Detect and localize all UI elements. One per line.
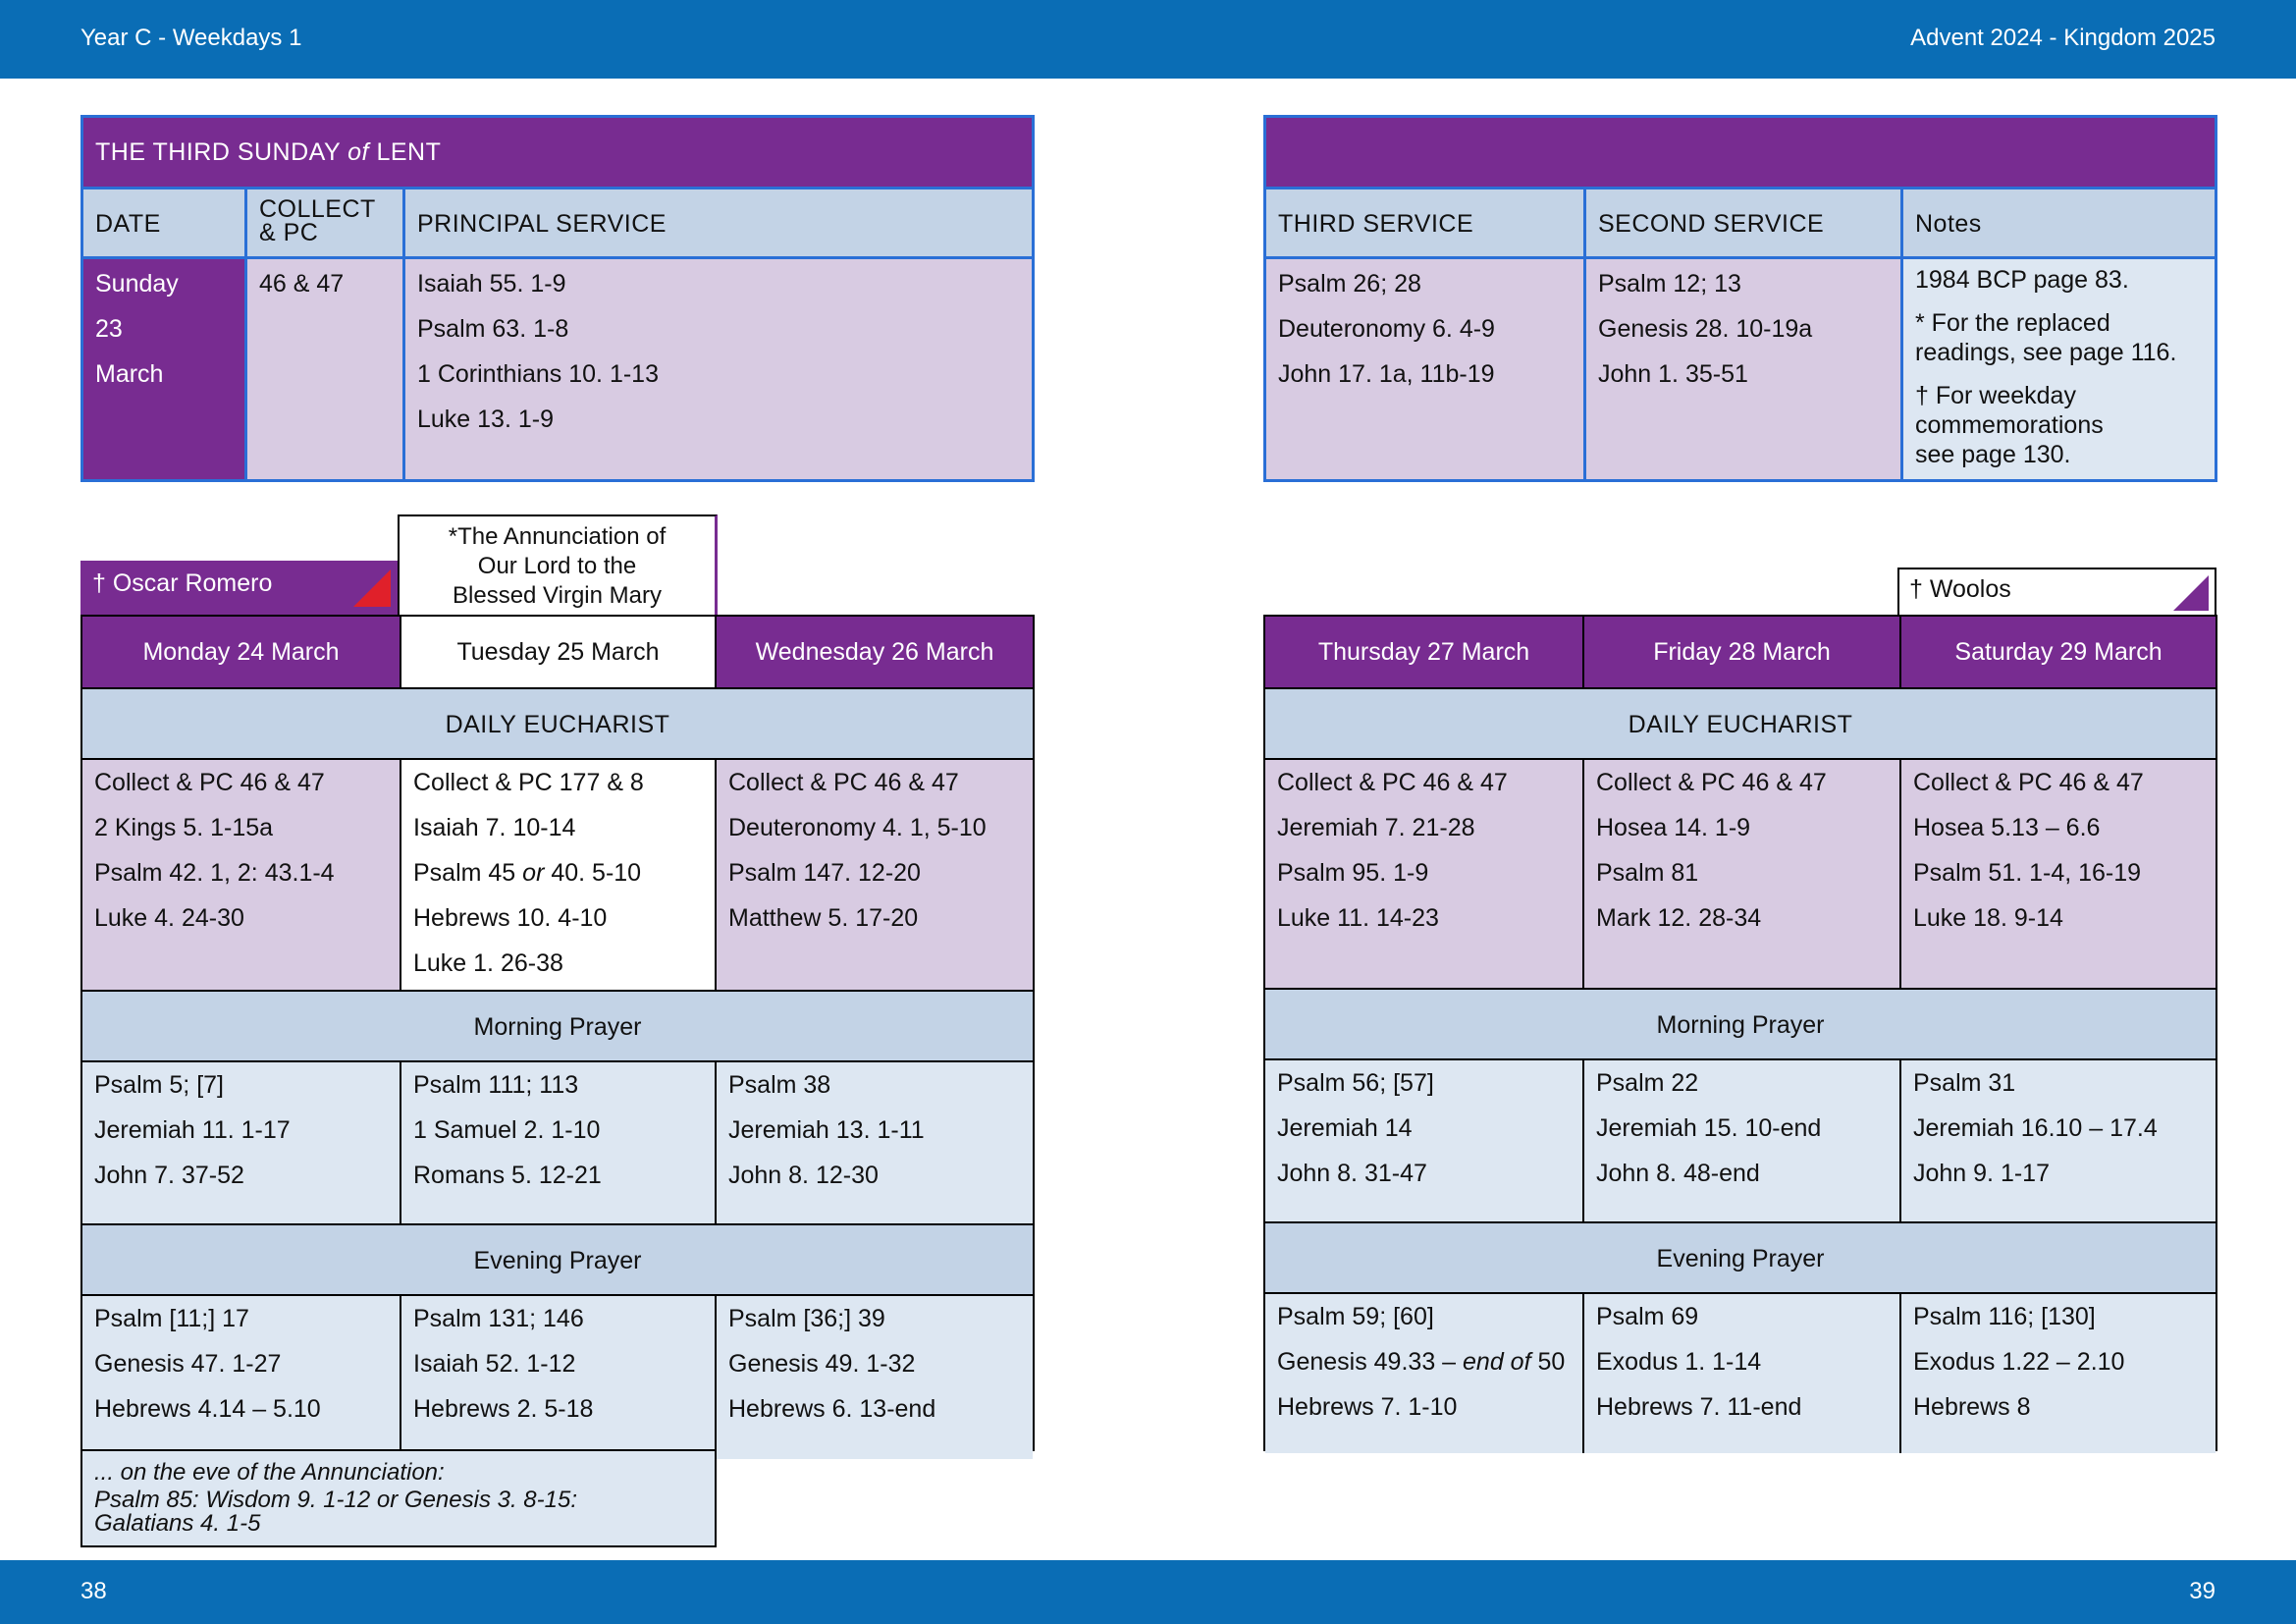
header-notes: Notes [1900, 187, 2215, 256]
day-header-wednesday: Wednesday 26 March [717, 617, 1033, 687]
evening-wednesday: Psalm [36;] 39 Genesis 49. 1-32 Hebrews 6. 13-end [717, 1294, 1033, 1459]
sunday-title-bar-right [1266, 118, 2215, 187]
morning-friday: Psalm 22 Jeremiah 15. 10-end John 8. 48-end [1582, 1058, 1899, 1221]
header-left: Year C - Weekdays 1 [80, 25, 302, 51]
annunciation-tag: *The Annunciation of Our Lord to the Blessed Virgin Mary [398, 514, 718, 617]
woolos-tag: † Woolos [1897, 568, 2216, 615]
header-third-service: THIRD SERVICE [1266, 187, 1583, 256]
morning-wednesday: Psalm 38 Jeremiah 13. 1-11 John 8. 12-30 [717, 1060, 1033, 1223]
section-daily-eucharist-right: DAILY EUCHARIST [1265, 687, 2216, 758]
header-principal: PRINCIPAL SERVICE [402, 187, 1032, 256]
sunday-title: THE THIRD SUNDAY of LENT [83, 118, 1032, 187]
morning-tuesday: Psalm 111; 113 1 Samuel 2. 1-10 Romans 5. 12-21 [400, 1060, 717, 1223]
day-header-friday: Friday 28 March [1582, 617, 1899, 687]
page-number-right: 39 [2189, 1578, 2216, 1604]
page-number-left: 38 [80, 1578, 107, 1604]
header-second-service: SECOND SERVICE [1583, 187, 1900, 256]
day-header-tuesday: Tuesday 25 March [400, 617, 717, 687]
day-header-saturday: Saturday 29 March [1899, 617, 2216, 687]
sunday-collect: 46 & 47 [244, 256, 402, 479]
eucharist-wednesday: Collect & PC 46 & 47 Deuteronomy 4. 1, 5-10 Psalm 147. 12-20 Matthew 5. 17-20 [717, 758, 1033, 990]
evening-thursday: Psalm 59; [60] Genesis 49.33 – end of 50 Hebrews 7. 1-10 [1265, 1292, 1582, 1455]
morning-monday: Psalm 5; [7] Jeremiah 11. 1-17 John 7. 37-52 [82, 1060, 400, 1223]
eucharist-thursday: Collect & PC 46 & 47 Jeremiah 7. 21-28 Psalm 95. 1-9 Luke 11. 14-23 [1265, 758, 1582, 988]
sunday-table-left [80, 115, 1035, 482]
section-daily-eucharist: DAILY EUCHARIST [82, 687, 1033, 758]
third-service: Psalm 26; 28 Deuteronomy 6. 4-9 John 17. 1a, 11b-19 [1266, 256, 1583, 479]
day-header-thursday: Thursday 27 March [1265, 617, 1582, 687]
eucharist-tuesday: Collect & PC 177 & 8 Isaiah 7. 10-14 Psalm 45 or 40. 5-10 Hebrews 10. 4-10 Luke 1. 26-38 [400, 758, 717, 990]
header-date: DATE [83, 187, 244, 256]
sunday-principal: Isaiah 55. 1-9 Psalm 63. 1-8 1 Corinthians 10. 1-13 Luke 13. 1-9 [402, 256, 1032, 479]
red-triangle-icon [353, 569, 391, 607]
page-header [0, 0, 2296, 79]
section-morning-prayer-right: Morning Prayer [1265, 988, 2216, 1058]
section-morning-prayer: Morning Prayer [82, 990, 1033, 1060]
evening-tuesday: Psalm 131; 146 Isaiah 52. 1-12 Hebrews 2. 5-18 [400, 1294, 717, 1459]
spacer [1262, 1453, 2220, 1551]
eucharist-friday: Collect & PC 46 & 47 Hosea 14. 1-9 Psalm 81 Mark 12. 28-34 [1582, 758, 1899, 988]
weekday-grid-left [80, 615, 1035, 1451]
page-footer [0, 1560, 2296, 1624]
section-evening-prayer: Evening Prayer [82, 1223, 1033, 1294]
evening-friday: Psalm 69 Exodus 1. 1-14 Hebrews 7. 11-end [1582, 1292, 1899, 1455]
eucharist-saturday: Collect & PC 46 & 47 Hosea 5.13 – 6.6 Psalm 51. 1-4, 16-19 Luke 18. 9-14 [1899, 758, 2216, 988]
header-collect: COLLECT & PC [244, 187, 402, 256]
day-header-monday: Monday 24 March [82, 617, 400, 687]
morning-thursday: Psalm 56; [57] Jeremiah 14 John 8. 31-47 [1265, 1058, 1582, 1221]
morning-saturday: Psalm 31 Jeremiah 16.10 – 17.4 John 9. 1-17 [1899, 1058, 2216, 1221]
evening-monday: Psalm [11;] 17 Genesis 47. 1-27 Hebrews 4.14 – 5.10 [82, 1294, 400, 1459]
weekday-grid-right [1263, 615, 2217, 1451]
sunday-table-right [1263, 115, 2217, 482]
evening-saturday: Psalm 116; [130] Exodus 1.22 – 2.10 Hebrews 8 [1899, 1292, 2216, 1455]
second-service: Psalm 12; 13 Genesis 28. 10-19a John 1. 35-51 [1583, 256, 1900, 479]
oscar-romero-tag: † Oscar Romero [80, 561, 399, 615]
header-right: Advent 2024 - Kingdom 2025 [1910, 25, 2216, 51]
section-evening-prayer-right: Evening Prayer [1265, 1221, 2216, 1292]
purple-triangle-icon [2173, 575, 2209, 611]
sunday-date: Sunday 23 March [83, 256, 244, 479]
eve-annunciation-note: ... on the eve of the Annunciation: Psalm 85: Wisdom 9. 1-12 or Genesis 3. 8-15: Galatians 4. 1-5 [80, 1449, 717, 1547]
eucharist-monday: Collect & PC 46 & 47 2 Kings 5. 1-15a Psalm 42. 1, 2: 43.1-4 Luke 4. 24-30 [82, 758, 400, 990]
sunday-notes: 1984 BCP page 83. * For the replaced readings, see page 116. † For weekday commemorations see page 130. [1900, 256, 2215, 479]
